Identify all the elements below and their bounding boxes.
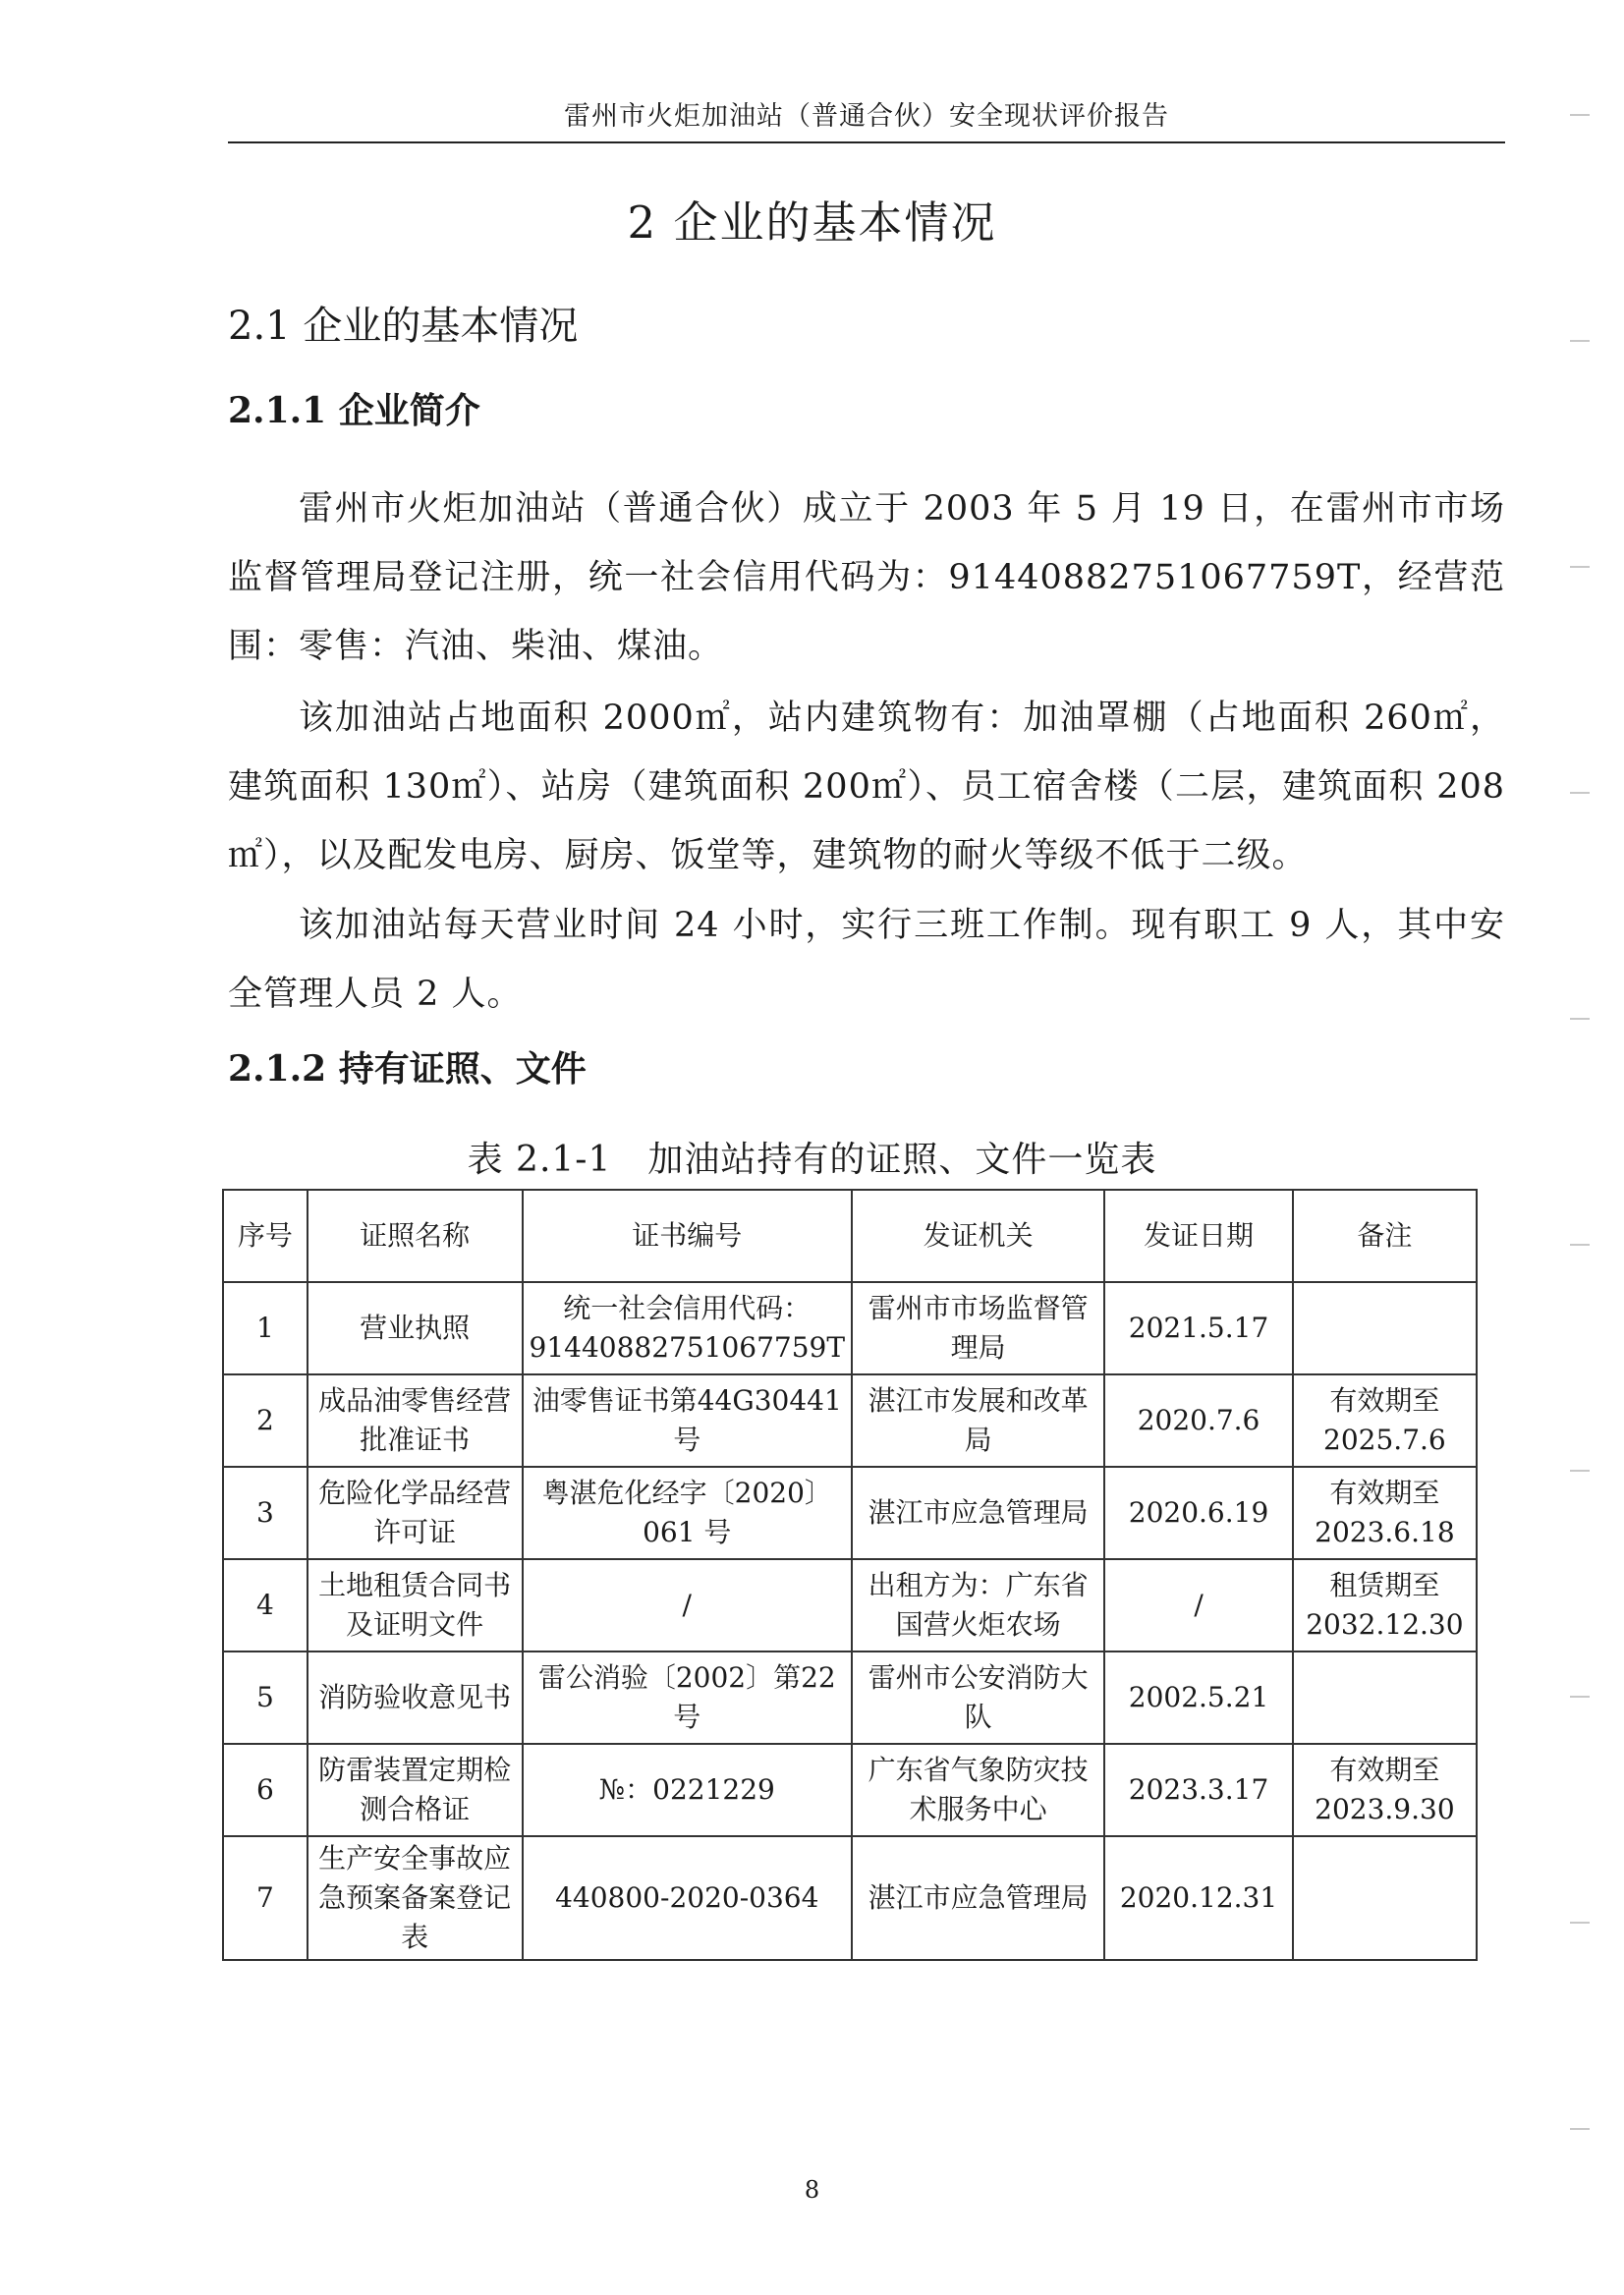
cell-name: 消防验收意见书 [308, 1651, 523, 1744]
col-header-seq: 序号 [223, 1190, 308, 1282]
chapter-title: 2 企业的基本情况 [627, 196, 997, 249]
cell-name: 危险化学品经营许可证 [308, 1467, 523, 1559]
cell-issuer: 出租方为：广东省国营火炬农场 [852, 1559, 1104, 1651]
margin-mark [1570, 1922, 1590, 1924]
cell-date: 2002.5.21 [1104, 1651, 1293, 1744]
col-header-issuer: 发证机关 [852, 1190, 1104, 1282]
subsection-title-overview: 2.1.1 企业简介 [228, 390, 480, 431]
cell-seq: 2 [223, 1374, 308, 1467]
cell-remarks: 有效期至2023.9.30 [1293, 1744, 1477, 1836]
cell-number: 油零售证书第44G30441 号 [523, 1374, 853, 1467]
table-caption: 表 2.1-1 加油站持有的证照、文件一览表 [467, 1140, 1157, 1180]
col-header-date: 发证日期 [1104, 1190, 1293, 1282]
table-row [223, 1836, 1477, 1960]
cell-name: 生产安全事故应急预案备案登记表 [308, 1836, 523, 1960]
cell-issuer: 雷州市市场监督管理局 [852, 1282, 1104, 1374]
cell-remarks: 租赁期至2032.12.30 [1293, 1559, 1477, 1651]
cell-date: 2023.3.17 [1104, 1744, 1293, 1836]
cell-date: 2020.6.19 [1104, 1467, 1293, 1559]
cell-remarks [1293, 1836, 1477, 1960]
cell-seq: 1 [223, 1282, 308, 1374]
col-header-remarks: 备注 [1293, 1190, 1477, 1282]
paragraph-registration: 雷州市火炬加油站（普通合伙）成立于 2003 年 5 月 19 日，在雷州市市场监督管理局登记注册，统一社会信用代码为：91440882751067759T，经营范围：零售：汽油、柴油、煤油。 [228, 489, 1505, 666]
table-row [223, 1374, 1477, 1467]
margin-mark [1570, 1018, 1590, 1020]
table-header-row [223, 1190, 1477, 1282]
cell-seq: 5 [223, 1651, 308, 1744]
paragraph-staffing: 该加油站每天营业时间 24 小时，实行三班工作制。现有职工 9 人，其中安全管理人员 2 人。 [228, 906, 1505, 1014]
margin-mark [1570, 792, 1590, 794]
header-rule [228, 141, 1505, 143]
cell-issuer: 湛江市应急管理局 [852, 1467, 1104, 1559]
cell-issuer: 广东省气象防灾技术服务中心 [852, 1744, 1104, 1836]
cell-date: / [1104, 1559, 1293, 1651]
margin-mark [1570, 1696, 1590, 1698]
margin-mark [1570, 2128, 1590, 2130]
cell-seq: 7 [223, 1836, 308, 1960]
cell-seq: 3 [223, 1467, 308, 1559]
cell-seq: 4 [223, 1559, 308, 1651]
col-header-number: 证书编号 [523, 1190, 853, 1282]
cell-number: 粤湛危化经字〔2020〕061 号 [523, 1467, 853, 1559]
certificates-table [222, 1189, 1478, 1961]
cell-remarks [1293, 1651, 1477, 1744]
cell-date: 2020.7.6 [1104, 1374, 1293, 1467]
margin-mark [1570, 114, 1590, 116]
cell-name: 土地租赁合同书及证明文件 [308, 1559, 523, 1651]
table-row [223, 1651, 1477, 1744]
cell-issuer: 湛江市发展和改革局 [852, 1374, 1104, 1467]
cell-seq: 6 [223, 1744, 308, 1836]
page-number: 8 [804, 2176, 820, 2204]
margin-mark [1570, 566, 1590, 568]
section-title: 2.1 企业的基本情况 [228, 304, 579, 349]
subsection-title-certificates: 2.1.2 持有证照、文件 [228, 1048, 587, 1090]
cell-name: 营业执照 [308, 1282, 523, 1374]
table-row [223, 1744, 1477, 1836]
cell-issuer: 湛江市应急管理局 [852, 1836, 1104, 1960]
margin-mark [1570, 340, 1590, 342]
cell-name: 防雷装置定期检测合格证 [308, 1744, 523, 1836]
table-row [223, 1559, 1477, 1651]
cell-number: 440800-2020-0364 [523, 1836, 853, 1960]
cell-issuer: 雷州市公安消防大队 [852, 1651, 1104, 1744]
table-row [223, 1282, 1477, 1374]
cell-remarks: 有效期至2023.6.18 [1293, 1467, 1477, 1559]
cell-number: / [523, 1559, 853, 1651]
cell-number: №：0221229 [523, 1744, 853, 1836]
margin-mark [1570, 1470, 1590, 1472]
table-row [223, 1467, 1477, 1559]
cell-number: 统一社会信用代码：91440882751067759T [523, 1282, 853, 1374]
running-header: 雷州市火炬加油站（普通合伙）安全现状评价报告 [564, 101, 1169, 132]
cell-name: 成品油零售经营批准证书 [308, 1374, 523, 1467]
cell-remarks: 有效期至2025.7.6 [1293, 1374, 1477, 1467]
cell-remarks [1293, 1282, 1477, 1374]
cell-date: 2020.12.31 [1104, 1836, 1293, 1960]
col-header-name: 证照名称 [308, 1190, 523, 1282]
cell-date: 2021.5.17 [1104, 1282, 1293, 1374]
paragraph-buildings: 该加油站占地面积 2000㎡，站内建筑物有：加油罩棚（占地面积 260㎡，建筑面积 130㎡）、站房（建筑面积 200㎡）、员工宿舍楼（二层，建筑面积 208㎡），以及配发电房、厨房、饭堂等，建筑物的耐火等级不低于二级。 [228, 699, 1505, 875]
margin-mark [1570, 1244, 1590, 1246]
cell-number: 雷公消验〔2002〕第22 号 [523, 1651, 853, 1744]
